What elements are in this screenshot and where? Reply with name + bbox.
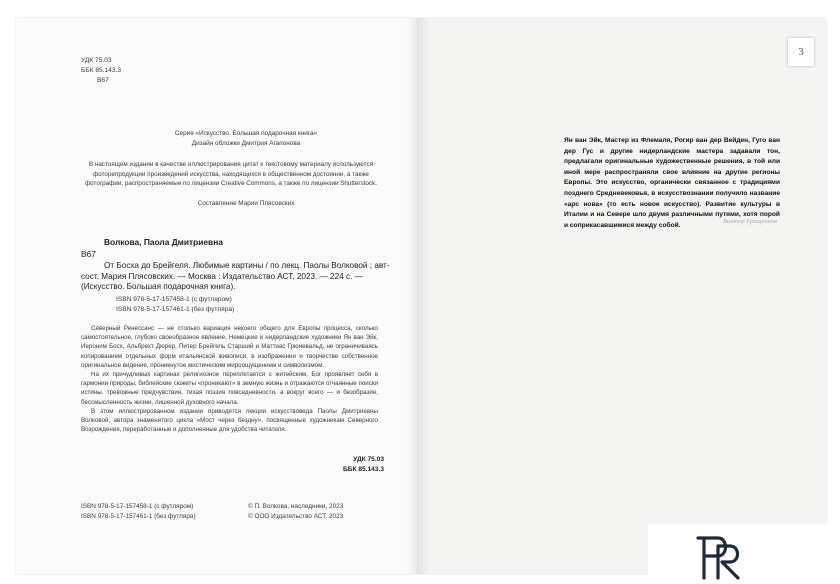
bibliographic-code: В67: [81, 249, 96, 259]
footer-isbn-without-case: ISBN 978-5-17-157461-1 (без футляра): [81, 513, 196, 520]
udk-code: УДК 75.03: [81, 57, 112, 64]
udk-code-bottom: УДК 75.03: [353, 456, 384, 463]
page-number: 3: [788, 38, 814, 66]
bbk-code-bottom: ББК 85.143.3: [342, 466, 384, 473]
abstract-paragraph: На их причудливых картинах религиозное переплетается с житейским, Бог проявляет себя в гармонии природы, библейские сюжеты «проникают» в земную жизнь и отражаются отчаянные поиски истины, тревожные предчувствия, тихая поэзия повседневности, а вокруг всего — и безобразие, бессмысленность жизни, лишенной духовного начала.: [81, 371, 378, 406]
bibliographic-record: От Босха до Брейгеля. Любимые картины / по лекц. Паолы Волковой ; авт-сост. Мария Плясовских. — Москва : Издательство АСТ, 2023. — 224 с. — (Искусство. Большая подарочная книга).: [81, 261, 390, 292]
copyright-publisher: © ООО Издательство АСТ, 2023: [248, 513, 344, 520]
isbn-list: [116, 295, 234, 315]
footer-copyright: [248, 502, 343, 522]
quote-author-signature: Виктор Гращенков: [723, 218, 777, 225]
logo-panel: [648, 524, 840, 584]
book-spread: [6, 18, 834, 576]
right-page: [418, 18, 826, 574]
footer-isbn-with-case: ISBN 978-5-17-157458-1 (с футляром): [81, 503, 194, 510]
abstract: [81, 324, 378, 434]
author-name: Волкова, Паола Дмитриевна: [104, 237, 223, 247]
series-title: Серия «Искусство. Большая подарочная книга»: [174, 130, 318, 137]
author-mark: В67: [97, 77, 109, 84]
compiler-credit: Составление Марии Плясовских: [197, 200, 295, 207]
bbk-code: ББК 85.143.3: [81, 67, 121, 74]
classification-codes-top: [81, 56, 121, 86]
footer-isbn: [81, 502, 196, 522]
left-page: [16, 18, 418, 574]
abstract-paragraph: В этом иллюстрированном издании приводятся лекции искусствоведа Паолы Дмитриевны Волковой, автора знаменитого цикла «Мост через бездну», посвященные художникам Северного Возрождения, переработанные и дополненные для удобства читателя.: [81, 407, 378, 434]
isbn-without-case: ISBN 978-5-17-157461-1 (без футляра): [116, 306, 235, 313]
epigraph-quote: Ян ван Эйк, Мастер из Флемаля, Рогир ван дер Вейден, Гуго ван дер Гус и другие нидерландские мастера задавали тон, предлагали оригинальные художественные решения, в той или иной мере распространяли свое влияние на другие регионы Европы. Это искусство, органически связанное с традициями позднего Средневековья, в искусствознании получило название «арс нова» (то есть новое искусство). Развитие культуры в Италии и на Севере шло двумя различными путями, хотя порой и соприкасавшимися между собой.: [564, 137, 780, 229]
pr-logo-icon: [694, 532, 746, 582]
classification-codes-bottom: [296, 455, 384, 475]
cover-design-credit: Дизайн обложки Дмитрия Агапонова: [191, 140, 301, 147]
isbn-with-case: ISBN 978-5-17-157458-1 (с футляром): [116, 296, 232, 303]
abstract-paragraph: Северный Ренессанс — не столько вариация некоего общего для Европы процесса, сколько самостоятельное, глубоко своеобразное явление. Немецкие и нидерландские художники Ян ван Эйк, Иероним Босх, Альбрехт Дюрер, Питер Брейгель Старший и Маттиас Грюневальд, не ограничиваясь копированием отдельных форм итальянской живописи, в изображении и творчестве собственное оригинальное видение, проникнутое мистическим мироощущением и символизмом.: [81, 325, 378, 369]
copyright-heirs: © П. Волкова, наследники, 2023: [248, 503, 344, 510]
series-info: [156, 129, 336, 149]
book-gutter-shadow: [406, 18, 430, 574]
illustration-notice: В настоящем издании в качестве иллюстрирования цитат к текстовому материалу используются фоторепродукции произведений искусства, находящихся в общественном достоянии, а также фотографии, распространяемые по лицензии Creative Commons, а также по лицензии Shutterstock.: [85, 161, 377, 187]
